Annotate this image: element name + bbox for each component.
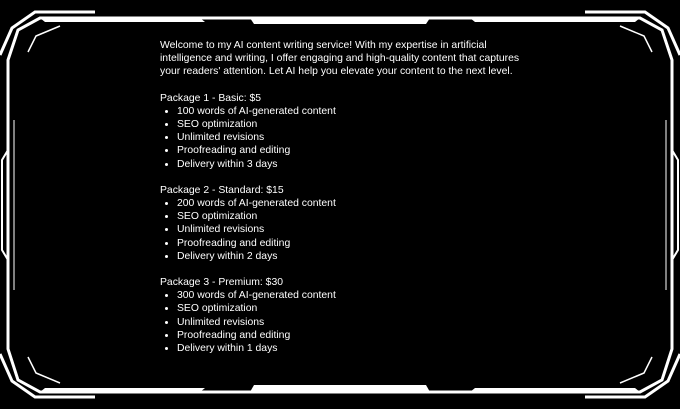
package-title: Package 3 - Premium: $30 — [160, 277, 284, 289]
list-item: • Unlimited revisions — [177, 223, 520, 236]
frame-bottom-bar-left — [40, 388, 205, 392]
list-item: • 300 words of AI-generated content — [177, 289, 520, 302]
package-standard — [160, 184, 520, 263]
feature-list — [160, 197, 520, 263]
frame-inner-tick-br — [620, 357, 652, 383]
frame-inner-tick-tr — [620, 26, 652, 52]
list-item: • Proofreading and editing — [177, 329, 520, 342]
package-title: Package 1 - Basic: $5 — [160, 92, 262, 104]
frame-bottom-bar-center — [250, 385, 430, 392]
frame-top-bar-left — [40, 18, 205, 22]
list-item: • 100 words of AI-generated content — [177, 105, 520, 118]
frame-bottom-bar-right — [470, 388, 640, 392]
package-basic — [160, 92, 520, 171]
list-item: • SEO optimization — [177, 118, 520, 131]
list-item: • SEO optimization — [177, 210, 520, 223]
list-item: • Delivery within 2 days — [177, 250, 520, 263]
list-item: • Proofreading and editing — [177, 144, 520, 157]
package-title: Package 2 - Standard: $15 — [160, 184, 284, 196]
intro-text: Welcome to my AI content writing service! With my expertise in artificial intelligence and writing, I offer engaging and high-quality content that captures your readers' attention. Let AI help you elevate your content to the next level. — [160, 40, 520, 78]
feature-list — [160, 105, 520, 171]
feature-list — [160, 289, 520, 355]
frame-top-bar-center — [250, 18, 430, 24]
list-item: • Unlimited revisions — [177, 316, 520, 329]
frame-inner-tick-bl — [28, 357, 60, 383]
list-item: • Proofreading and editing — [177, 237, 520, 250]
frame-inner-tick-tl — [28, 26, 60, 52]
list-item: • SEO optimization — [177, 302, 520, 315]
list-item: • Delivery within 1 days — [177, 342, 520, 355]
list-item: • Delivery within 3 days — [177, 158, 520, 171]
service-description — [160, 39, 520, 368]
list-item: • 200 words of AI-generated content — [177, 197, 520, 210]
package-premium — [160, 276, 520, 355]
frame-top-bar-right — [470, 18, 640, 22]
list-item: • Unlimited revisions — [177, 131, 520, 144]
